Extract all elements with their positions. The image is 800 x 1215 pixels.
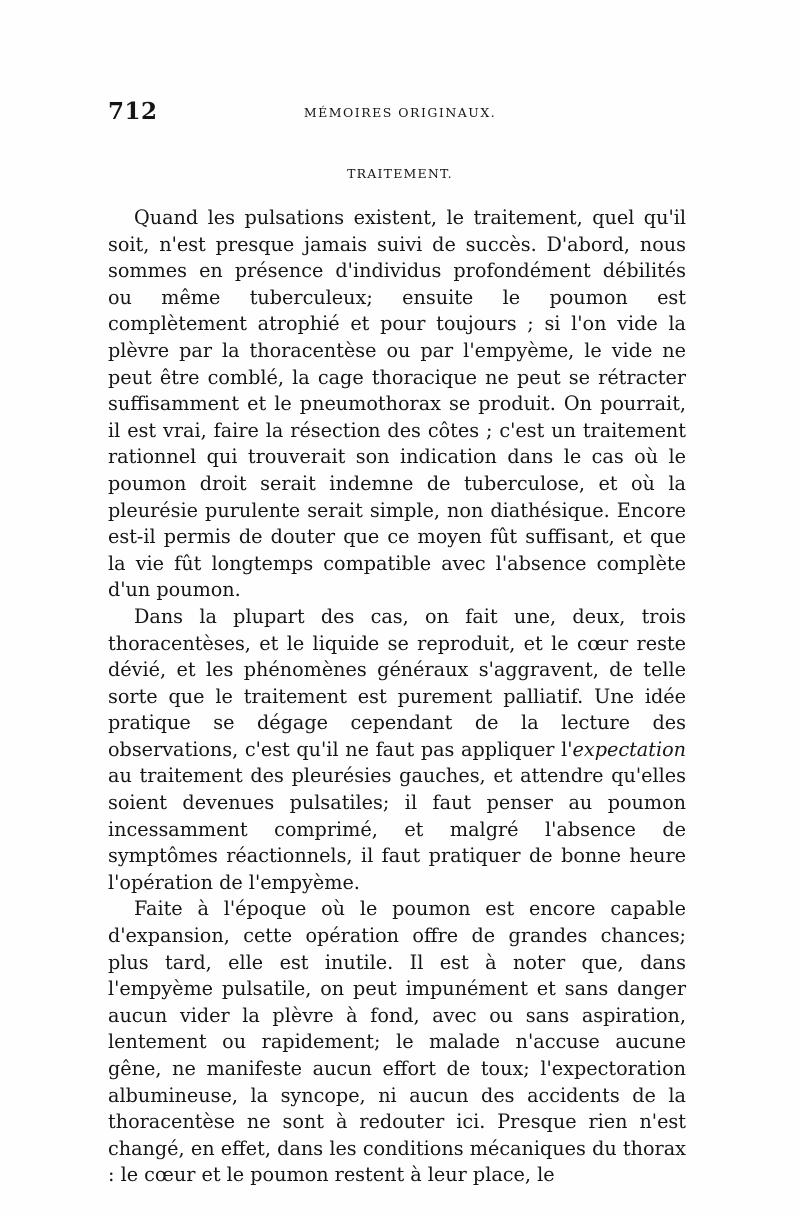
section-title: TRAITEMENT. xyxy=(347,166,453,181)
paragraph-3: Faite à l'époque où le poumon est encore capable d'expansion, cette opération offre de grandes chances; plus tard, elle est inutile. Il est à noter que, dans l'empyème pulsatile, on peut impunément et sans danger aucun vider la plèvre à fond, avec ou sans aspiration, lentement ou rapidement; le malade n'accuse aucune gêne, ne manifeste aucun effort de toux; l'expectoration albumineuse, la syncope, ni aucun des accidents de la thoracentèse ne sont à redouter ici. Presque rien n'est changé, en effet, dans les conditions mécaniques du thorax : le cœur et le poumon restent à leur place, le xyxy=(108,897,686,1187)
running-head: MÉMOIRES ORIGINAUX. xyxy=(303,105,497,120)
paragraph-2-text-after: au traitement des pleurésies gauches, et attendre qu'elles soient devenues pulsatiles; il faut penser au poumon incessamment comprimé, et malgré l'absence de symptômes réactionnels, il faut pratiquer de bonne heure l'opération de l'empyème. xyxy=(108,764,686,894)
italic-term: expectation xyxy=(572,737,686,761)
body-text xyxy=(108,205,686,1189)
paragraph-2 xyxy=(108,604,686,897)
page-number: 712 xyxy=(108,98,158,125)
paragraph-1: Quand les pulsations existent, le traitement, quel qu'il soit, n'est presque jamais suivi de succès. D'abord, nous sommes en présence d'individus profondément débilités ou même tuberculeux; ensuite le poumon est complètement atrophié et pour toujours ; si l'on vide la plèvre par la thoracentèse ou par l'empyème, le vide ne peut être comblé, la cage thoracique ne peut se rétracter suffisamment et le pneumothorax se produit. On pourrait, il est vrai, faire la résection des côtes ; c'est un traitement rationnel qui trouverait son indication dans le cas où le poumon droit serait indemne de tuberculose, et où la pleurésie purulente serait simple, non diathésique. Encore est-il permis de douter que ce moyen fût suffisant, et que la vie fût longtemps compatible avec l'absence complète d'un poumon. xyxy=(108,206,686,602)
paragraph-2-text-before: Dans la plupart des cas, on fait une, deux, trois thoracentèses, et le liquide se reproduit, et le cœur reste dévié, et les phénomènes généraux s'aggravent, de telle sorte que le traitement est purement palliatif. Une idée pratique se dégage cependant de la lecture des observations, c'est qu'il ne faut pas appliquer l' xyxy=(108,604,686,761)
